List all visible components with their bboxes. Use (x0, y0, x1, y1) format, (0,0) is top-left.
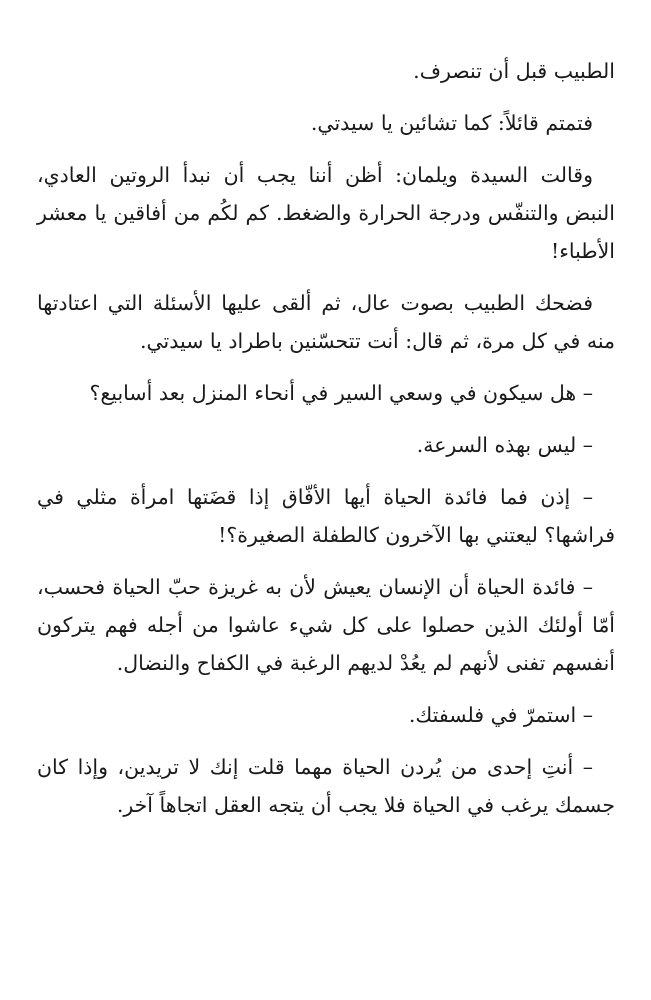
paragraph-6: – ليس بهذه السرعة. (416, 433, 593, 457)
paragraph-7: – إذن فما فائدة الحياة أيها الأفّاق إذا قضَتها امرأة مثلي في فراشها؟ ليعتني بها الآخرون كالطفلة الصغيرة؟! (37, 485, 615, 547)
paragraph-8: – فائدة الحياة أن الإنسان يعيش لأن به غريزة حبّ الحياة فحسب، أمّا أولئك الذين حصلوا على كل شيء عاشوا من أجله فهم يتركون أنفسهم تفنى لأنهم لم يعُدْ لديهم الرغبة في الكفاح والنضال. (37, 575, 615, 675)
paragraph-3: وقالت السيدة ويلمان: أظن أننا يجب أن نبدأ الروتين العادي، النبض والتنفّس ودرجة الحرارة والضغط. كم لكُم من أفاقين يا معشر الأطباء! (37, 163, 615, 263)
book-page (37, 52, 615, 838)
paragraph-2: فتمتم قائلاً: كما تشائين يا سيدتي. (310, 111, 593, 135)
paragraph-9: – استمرّ في فلسفتك. (408, 703, 593, 727)
paragraph-1: الطبيب قبل أن تنصرف. (413, 59, 615, 83)
paragraph-5: – هل سيكون في وسعي السير في أنحاء المنزل بعد أسابيع؟ (89, 381, 593, 405)
paragraph-4: فضحك الطبيب بصوت عال، ثم ألقى عليها الأسئلة التي اعتادتها منه في كل مرة، ثم قال: أنت تتحسّنين باطراد يا سيدتي. (37, 291, 615, 353)
paragraph-10: – أنتِ إحدى من يُردن الحياة مهما قلت إنك لا تريدين، وإذا كان جسمك يرغب في الحياة فلا يجب أن يتجه العقل اتجاهاً آخر. (37, 755, 615, 817)
